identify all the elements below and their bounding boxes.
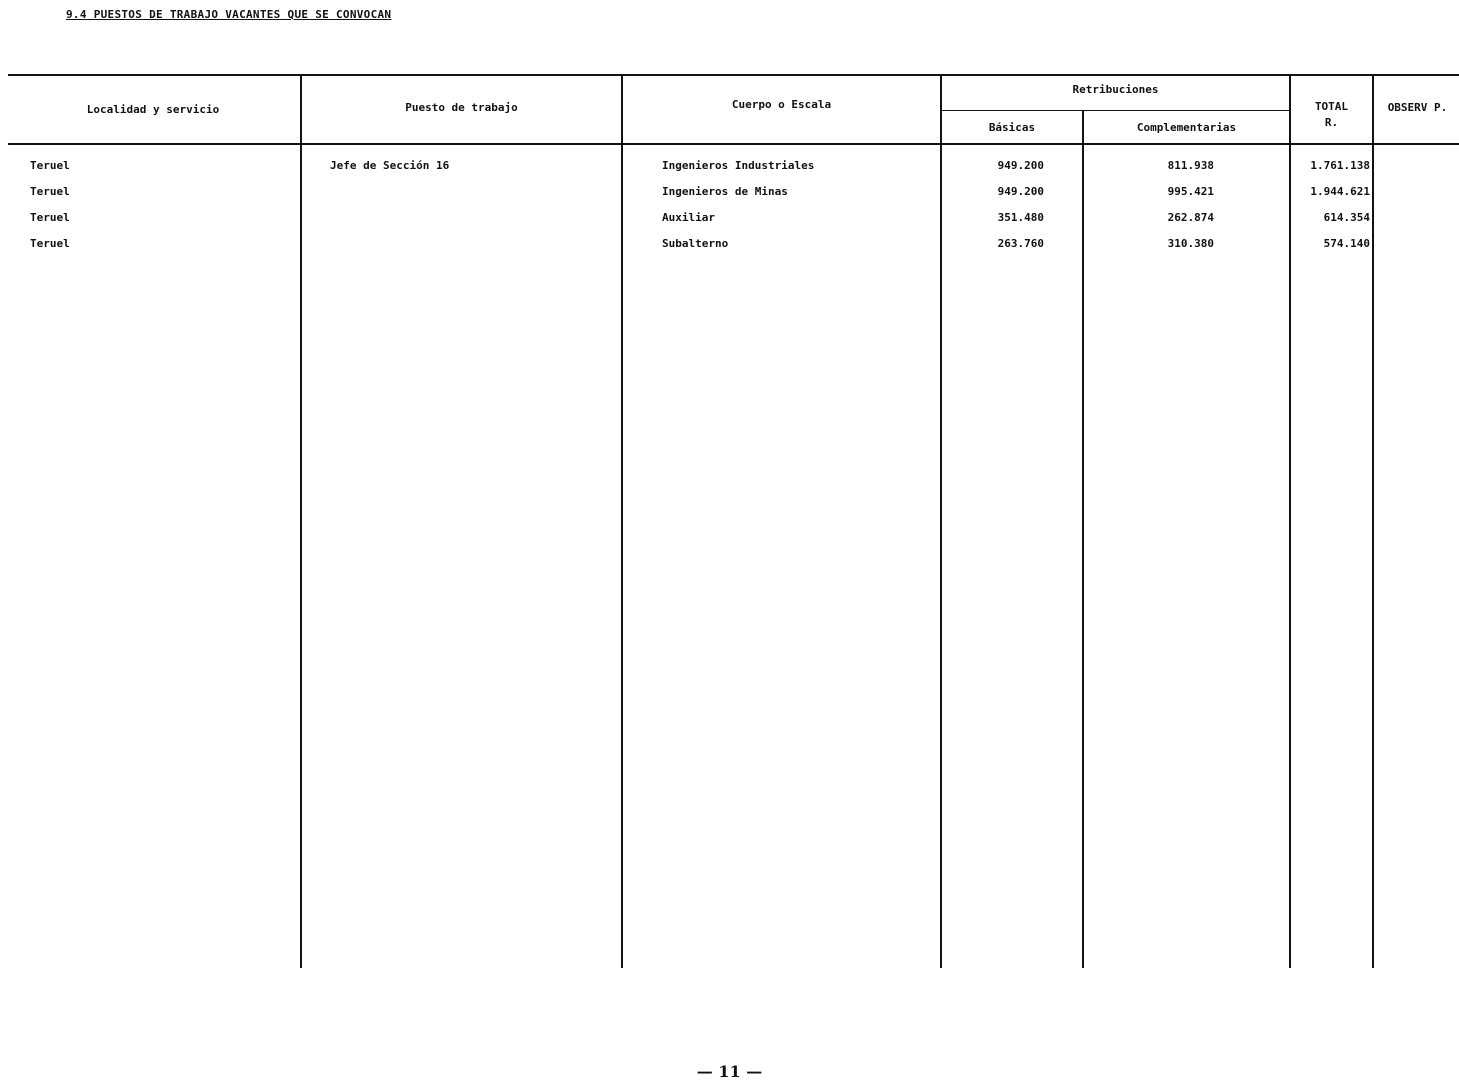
cell-cuerpo: Subalterno bbox=[662, 237, 729, 250]
cell-puesto: Jefe de Sección 16 bbox=[330, 159, 450, 172]
header-total-unit: R. bbox=[1324, 116, 1339, 129]
cell-localidad: Teruel bbox=[30, 237, 70, 250]
cell-basicas: 351.480 bbox=[997, 211, 1044, 224]
cell-total: 1.761.138 bbox=[1310, 159, 1370, 172]
cell-localidad: Teruel bbox=[30, 211, 70, 224]
header-total: TOTAL bbox=[1314, 100, 1349, 113]
cell-cuerpo: Ingenieros de Minas bbox=[662, 185, 788, 198]
cell-basicas: 263.760 bbox=[997, 237, 1044, 250]
cell-cuerpo: Ingenieros Industriales bbox=[662, 159, 815, 172]
header-retribuciones: Retribuciones bbox=[1072, 83, 1159, 96]
column-divider bbox=[621, 74, 623, 968]
column-divider bbox=[940, 74, 942, 968]
header-puesto: Puesto de trabajo bbox=[405, 101, 518, 114]
column-divider bbox=[300, 74, 302, 968]
cell-total: 574.140 bbox=[1323, 237, 1370, 250]
header-bottom-rule bbox=[8, 143, 1459, 145]
cell-total: 1.944.621 bbox=[1310, 185, 1370, 198]
document-heading: 9.4 PUESTOS DE TRABAJO VACANTES QUE SE CONVOCAN bbox=[66, 8, 392, 21]
column-divider bbox=[1289, 74, 1291, 968]
header-complementarias: Complementarias bbox=[1136, 121, 1237, 134]
column-divider bbox=[1372, 74, 1374, 968]
cell-localidad: Teruel bbox=[30, 159, 70, 172]
header-cuerpo: Cuerpo o Escala bbox=[731, 98, 832, 111]
cell-total: 614.354 bbox=[1323, 211, 1370, 224]
cell-complementarias: 310.380 bbox=[1167, 237, 1214, 250]
cell-complementarias: 262.874 bbox=[1167, 211, 1214, 224]
header-observaciones: OBSERV P. bbox=[1387, 101, 1448, 114]
page-number: — 11 — bbox=[696, 1062, 763, 1081]
cell-complementarias: 811.938 bbox=[1167, 159, 1214, 172]
cell-complementarias: 995.421 bbox=[1167, 185, 1214, 198]
cell-localidad: Teruel bbox=[30, 185, 70, 198]
table-top-rule bbox=[8, 74, 1459, 76]
header-localidad: Localidad y servicio bbox=[86, 103, 220, 116]
retribuciones-divider bbox=[941, 110, 1291, 111]
cell-basicas: 949.200 bbox=[997, 185, 1044, 198]
cell-cuerpo: Auxiliar bbox=[662, 211, 715, 224]
cell-basicas: 949.200 bbox=[997, 159, 1044, 172]
header-basicas: Básicas bbox=[988, 121, 1036, 134]
